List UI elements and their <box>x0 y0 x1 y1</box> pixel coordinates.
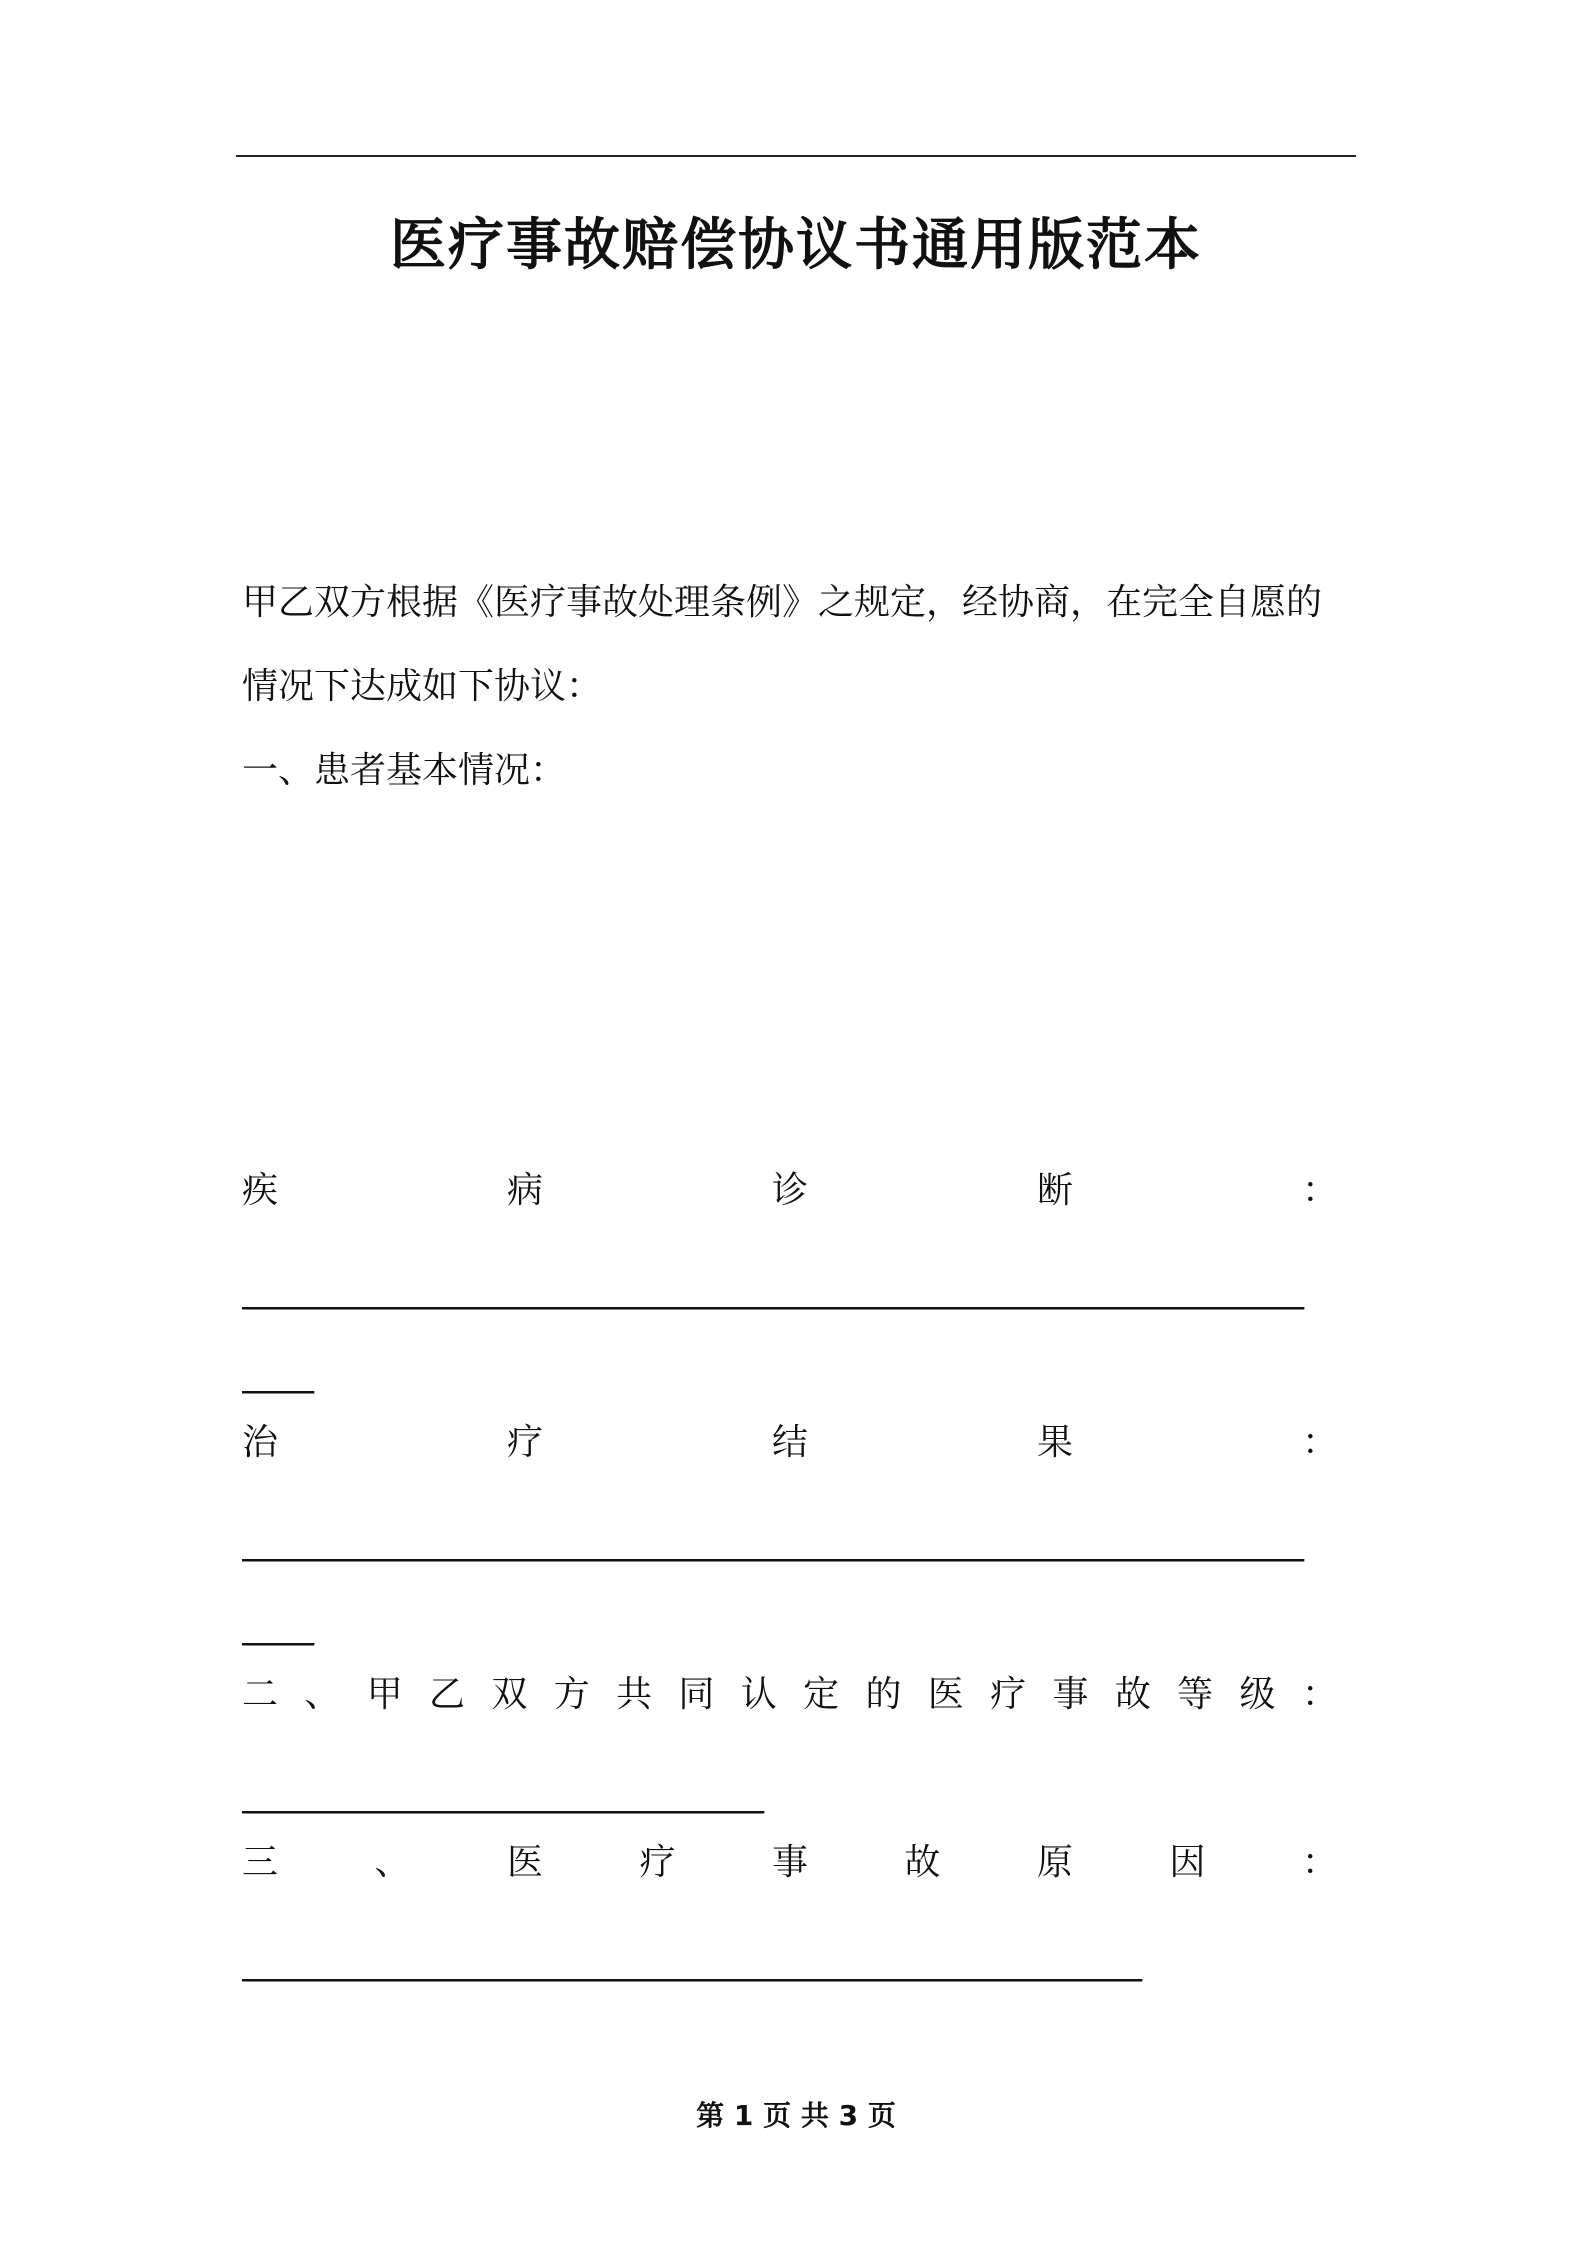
section-2-char: 等 <box>1177 1674 1214 1715</box>
diagnosis-blank-2: ____ <box>242 1353 314 1394</box>
section-3-char: ： <box>1301 1842 1338 1883</box>
section-3-char: 因 <box>1169 1842 1206 1883</box>
section-3-char: 疗 <box>639 1842 676 1883</box>
result-char: 果 <box>1036 1422 1073 1463</box>
section-2-char: 的 <box>865 1674 902 1715</box>
page-footer: 第 1 页 共 3 页 <box>696 2099 896 2132</box>
section-3-char: 事 <box>771 1842 808 1883</box>
section-2-char: 定 <box>803 1674 840 1715</box>
section-2-char: 共 <box>616 1674 653 1715</box>
section-3-blank: __________________________________________________ <box>242 1941 1142 1982</box>
section-2-char: 二 <box>242 1674 279 1715</box>
diagnosis-char: ： <box>1301 1170 1338 1211</box>
result-heading <box>242 1418 1338 1468</box>
section-2-blank: _____________________________ <box>242 1773 764 1814</box>
diagnosis-char: 疾 <box>242 1170 279 1211</box>
section-3-char: 、 <box>374 1842 411 1883</box>
diagnosis-blank-1: ___________________________________________________________ <box>242 1269 1304 1310</box>
intro-line-1: 甲乙双方根据《医疗事故处理条例》之规定，经协商，在完全自愿的 <box>242 582 1323 623</box>
diagnosis-heading <box>242 1166 1338 1216</box>
section-2-char: 疗 <box>990 1674 1027 1715</box>
header-rule <box>236 155 1356 157</box>
result-char: 结 <box>771 1422 808 1463</box>
section-2-char: 、 <box>304 1674 341 1715</box>
result-char: 疗 <box>506 1422 543 1463</box>
section-3-char: 三 <box>242 1842 279 1883</box>
diagnosis-char: 病 <box>506 1170 543 1211</box>
section-2-char: 认 <box>740 1674 777 1715</box>
section-2-char: 故 <box>1114 1674 1151 1715</box>
section-3-heading <box>242 1838 1338 1888</box>
section-2-char: 级 <box>1239 1674 1276 1715</box>
result-char: 治 <box>242 1422 279 1463</box>
result-char: ： <box>1301 1422 1338 1463</box>
result-blank-2: ____ <box>242 1605 314 1646</box>
section-2-char: 双 <box>491 1674 528 1715</box>
result-blank-1: ___________________________________________________________ <box>242 1521 1304 1562</box>
section-2-char: ： <box>1301 1674 1338 1715</box>
section-3-char: 故 <box>904 1842 941 1883</box>
section-2-char: 方 <box>553 1674 590 1715</box>
intro-line-2: 情况下达成如下协议： <box>242 666 603 707</box>
section-2-char: 同 <box>678 1674 715 1715</box>
section-2-heading <box>242 1670 1338 1720</box>
diagnosis-char: 断 <box>1036 1170 1073 1211</box>
section-2-char: 乙 <box>429 1674 466 1715</box>
section-3-char: 医 <box>506 1842 543 1883</box>
section-2-char: 医 <box>927 1674 964 1715</box>
diagnosis-char: 诊 <box>771 1170 808 1211</box>
section-3-char: 原 <box>1036 1842 1073 1883</box>
section-2-char: 事 <box>1052 1674 1089 1715</box>
document-title: 医疗事故赔偿协议书通用版范本 <box>390 213 1202 278</box>
section-2-char: 甲 <box>366 1674 403 1715</box>
section-1-heading: 一、患者基本情况： <box>242 750 567 791</box>
